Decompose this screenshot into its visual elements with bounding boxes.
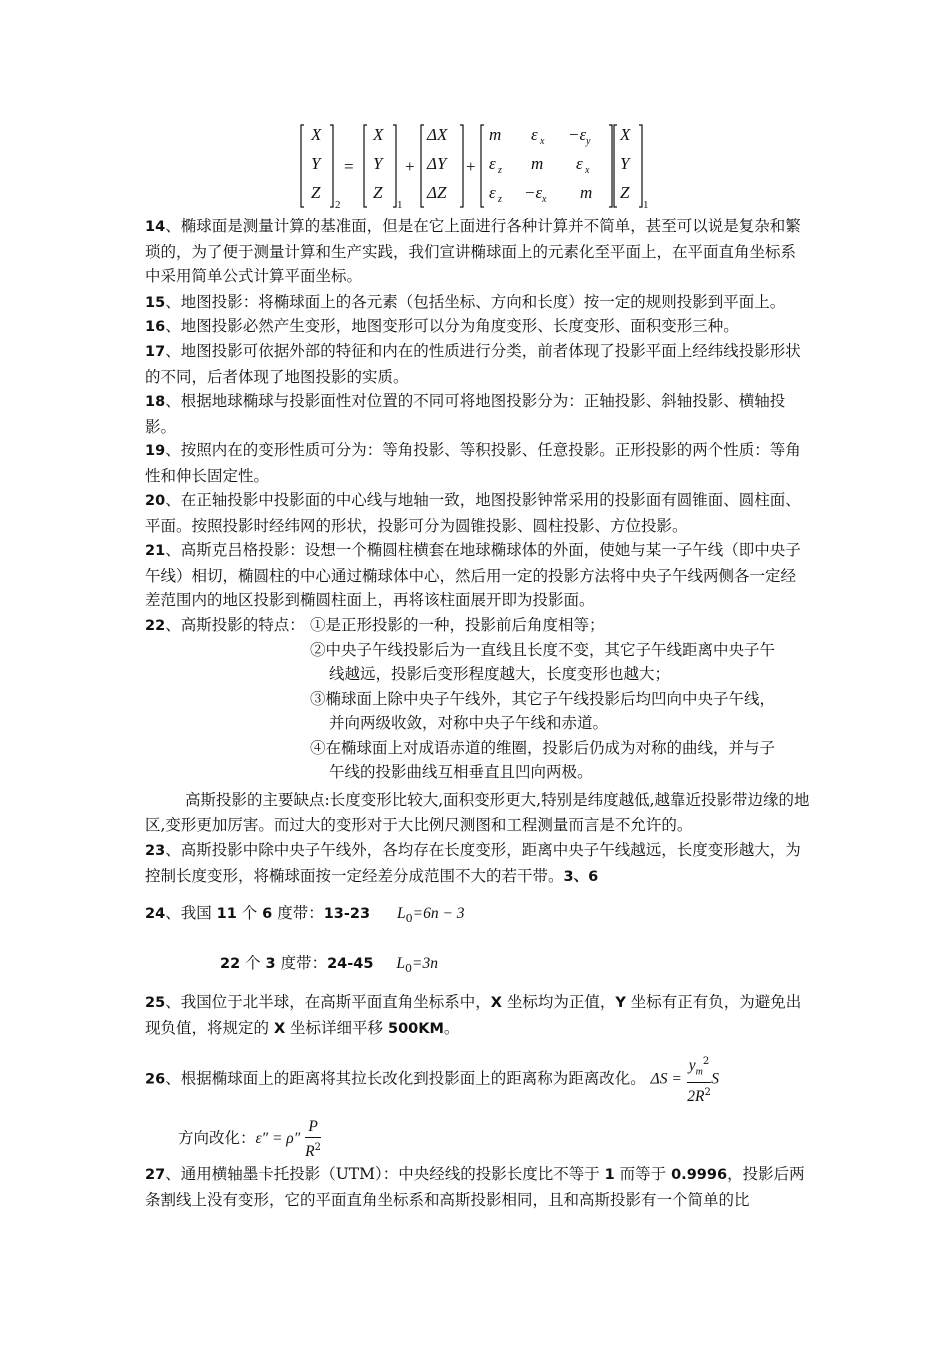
rot-12-sub: x [540,136,545,147]
formula-sub: 0 [405,962,413,976]
fraction [687,1052,712,1107]
value: 3 [265,956,276,972]
text: 、我国位于北半球，在高斯平面直角坐标系中， [165,993,491,1011]
denominator-r: R [305,1143,315,1161]
item-24 [145,900,810,932]
formula-L: L [397,905,406,922]
text: 坐标均为正值， [501,993,616,1011]
formula-s: S [711,1070,720,1088]
item-22-points [310,613,810,785]
v2-sub: 1 [643,199,649,211]
item-20 [145,488,810,538]
v1-sub: 1 [397,199,403,211]
item-number: 19 [145,443,166,459]
item-number: 26 [145,1071,166,1088]
fraction [305,1116,321,1162]
value: X [273,1020,286,1037]
item-18 [145,389,810,439]
rot-22: m [531,154,544,173]
text: 而等于 [614,1165,672,1183]
delta-y: ΔY [427,154,447,173]
rot-23-sub: x [585,165,590,176]
zone-range: 13-23 [323,906,371,922]
rot-23: ε [576,154,583,173]
matrix-equation [300,122,660,212]
point-mark: ② [310,640,326,659]
item-text: 、地图投影必然产生变形，地图变形可以分为角度变形、长度变形、面积变形三种。 [165,317,739,335]
item-text: 、地图投影可依据外部的特征和内在的性质进行分类，前者体现了投影平面上经纬线投影形状的不同，后者体现了地图投影的实质。 [145,342,801,386]
text: 坐标详细平移 [285,1018,388,1037]
item-number: 21 [145,543,166,559]
op-plus: + [466,157,476,176]
point-mark: ④ [310,738,326,757]
item-text: 、在正轴投影中投影面的中心线与地轴一致，地图投影钟常采用的投影面有圆锥面、圆柱面、平面。按照投影时经纬网的形状，投影可分为圆锥投影、圆柱投影、方位投影。 [145,491,801,535]
point-text: 是正形投影的一种，投影前后角度相等； [325,616,605,634]
direction-label: 方向改化： [178,1129,256,1147]
value: 22 [220,956,241,972]
item-27 [145,1162,810,1212]
v1-z: Z [373,183,383,202]
text: 、通用横轴墨卡托投影（UTM）：中央经线的投影长度比不等于 [165,1165,605,1183]
item-15 [145,290,810,316]
rot-12: ε [531,125,538,144]
rot-13-sub: y [586,136,591,147]
value: 0.9996 [671,1167,728,1183]
point-text: 椭球面上除中央子午线外，其它子午线投影后均凹向中央子午线， [325,689,776,708]
formula-ds: ΔS = [650,1070,682,1088]
item-22-lead [145,613,315,639]
item-19 [145,438,810,488]
rot-32: −ε [524,183,543,202]
formula-L: L [396,955,406,972]
text: ，投影后两条割线上没有变形，它的平面直角坐标系和高斯投影相同，且和高斯投影有一个简单的比 [145,1165,805,1209]
item-text: 、地图投影：将椭球面上的各元素（包括坐标、方向和长度）按一定的规则投影到平面上。 [165,293,786,311]
op-plus: + [405,157,415,176]
value: 1 [604,1167,615,1183]
rot-33: m [580,183,593,202]
text: 。 [443,1018,460,1037]
item-text: 、椭球面是测量计算的基准面，但是在它上面进行各种计算并不简单，甚至可以说是复杂和繁琐的，为了便于测量计算和生产实践，我们宣讲椭球面上的元素化至平面上，在平面直角坐标系中采用简单公式计算平面坐标。 [145,217,801,285]
point-continuation: 线越远，投影后变形程度越大，长度变形也越大； [329,665,671,683]
numerator-y: y [688,1057,696,1075]
rot-31-sub: z [498,194,502,205]
v2-y: Y [620,154,630,173]
lhs-x: X [311,125,322,144]
item-text: 、高斯克吕格投影：设想一个椭圆柱横套在地球椭球体的外面，使她与某一子午线（即中央子午线）相切，椭圆柱的中心通过椭球体中心，然后用一定的投影方法将中央子午线两侧各一定经差范围内的地区投影到椭圆柱面上，再将该柱面展开即为投影面。 [145,541,801,609]
item-number: 22 [145,618,166,634]
text: 、我国 [165,904,217,922]
rot-32-sub: x [542,194,547,205]
lhs-y: Y [311,154,321,173]
formula-3n: =3n [412,955,438,972]
denominator-sup: 2 [704,1087,711,1099]
item-number: 23 [145,843,166,859]
item-14 [145,214,810,289]
text: 个 [240,954,266,972]
item-21 [145,538,810,613]
formula-6n: =6n − 3 [412,905,465,922]
item-number: 17 [145,344,166,360]
item-number: 25 [145,995,166,1011]
item-16 [145,314,810,340]
value: Y [615,995,626,1011]
item-tail: 3、6 [563,868,599,885]
rot-11: m [489,125,502,144]
denominator: 2R [687,1088,705,1106]
rot-13: −ε [568,125,587,144]
item-number: 15 [145,295,166,311]
numerator-sub: m [695,1066,703,1078]
value: X [490,995,502,1011]
text: 坐标有正有负，为避免出现负值，将规定的 [145,993,802,1037]
item-number: 20 [145,493,166,509]
formula-sub: 0 [405,912,413,926]
point-mark: ③ [310,689,326,708]
item-23 [145,838,810,889]
item-number: 27 [145,1167,166,1183]
formula-eps: ε″ = ρ″ [255,1130,301,1147]
rot-21: ε [489,154,496,173]
item-text: 、高斯投影中除中央子午线外，各均存在长度变形，距离中央子午线越远，长度变形越大，为控制长度变形，将椭球面按一定经差分成范围不大的若干带。 [145,841,801,885]
v1-x: X [373,125,384,144]
item-22-defect: 高斯投影的主要缺点:长度变形比较大,面积变形更大,特别是纬度越低,越靠近投影带边缘的地区,变形更加厉害。而过大的变形对于大比例尺测图和工程测量而言是不允许的。 [145,791,810,834]
numerator-sup: 2 [702,1056,710,1067]
point-3 [310,687,810,736]
item-text: 、根据地球椭球与投影面性对位置的不同可将地图投影分为：正轴投影、斜轴投影、横轴投影。 [145,392,786,436]
delta-z: ΔZ [427,183,447,202]
rot-21-sub: z [498,165,502,176]
point-text: 在椭球面上对成语赤道的维圈，投影后仍成为对称的曲线，并与子 [325,738,776,757]
numerator-p: P [308,1117,318,1135]
denominator-sup: 2 [314,1141,321,1153]
delta-x: ΔX [427,125,448,144]
item-24-line2 [220,950,885,982]
item-number: 14 [145,219,166,235]
point-1 [310,613,810,638]
value: 500KM [387,1020,444,1037]
point-4 [310,736,810,785]
text: 度带： [275,954,328,972]
text: 度带： [272,904,324,922]
value: 6 [262,906,273,922]
op-equals: = [344,157,354,176]
point-continuation: 并向两级收敛，对称中央子午线和赤道。 [329,714,609,732]
point-continuation: 午线的投影曲线互相垂直且凹向两极。 [329,763,593,781]
v2-z: Z [620,183,630,202]
item-26-direction [178,1115,843,1162]
item-text: 、按照内在的变形性质可分为：等角投影、等积投影、任意投影。正形投影的两个性质：等角性和伸长固定性。 [145,441,801,485]
rot-31: ε [489,183,496,202]
point-mark: ① [310,616,326,634]
zone-range: 24-45 [327,956,374,972]
item-text: 、根据椭球面上的距离将其拉长改化到投影面上的距离称为距离改化。 [165,1069,646,1088]
lhs-sub: 2 [335,199,341,211]
item-number: 24 [145,906,166,922]
text: 个 [236,904,263,922]
v1-y: Y [373,154,383,173]
item-26 [145,1052,810,1107]
item-number: 18 [145,394,166,410]
item-number: 16 [145,319,166,335]
item-17 [145,339,810,389]
item-25 [145,990,810,1041]
value: 11 [216,906,237,922]
point-2 [310,638,810,687]
point-text: 中央子午线投影后为一直线且长度不变，其它子午线距离中央子午 [325,640,776,659]
v2-x: X [620,125,631,144]
item-text: 、高斯投影的特点： [165,616,305,634]
lhs-z: Z [311,183,321,202]
